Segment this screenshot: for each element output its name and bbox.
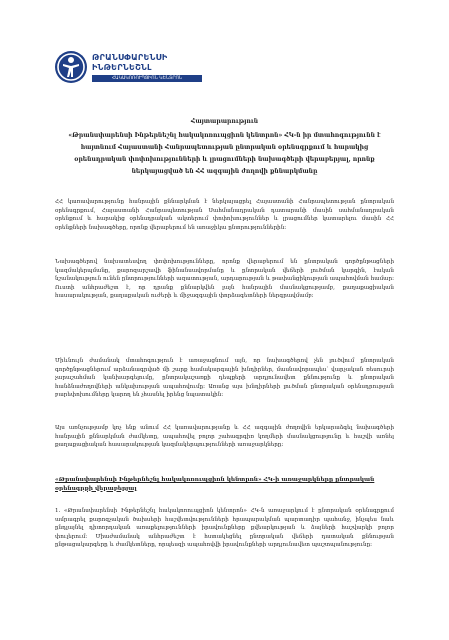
logo-strip: ՀԱԿԱԿՈՌՈՒՊՑԻՈՆ ԿԵՆՏՐՈՆ [92,75,202,82]
logo-line-2: ԻՆԹԵՐՆԵՇՆԼ [92,63,152,72]
document-subtitle: «Թրանսփարենսի Ինթերնեշնլ հակակոռուպցիոն կենտրոն» ՀԿ-ն իր մտահոգությունն է հայտնում Հայաստանի Հանրապետության ընտրական օրենսգրքում և հարակից օրենսդրական փոփոխությունների և լրացումների նախագծերի վերաբերյալ, որոնք ներկայացված են ՀՀ ազգային ժողովի քննարկմանը [68,132,381,175]
globe-person-icon [54,50,88,84]
paragraph-1: ՀՀ կառավարությունը հանրային քննարկման է ներկայացրել Հայաստանի Հանրապետության ընտրական օրենսգրքում, Հայաստանի Հանրապետության Սահմանադրական դատարանի մասին սահմանադրական օրենքում և հարակից օրենսդրական ակտերում փոփոխություններ և լրացումներ կատարելու մասին ՀՀ օրենքների նախագծերը, որոնք վերաբերում են առաջիկա ընտրություններին։ [55,199,394,231]
paragraph-4: Այս առնչությամբ կոչ ենք անում ՀՀ կառավարությանը և ՀՀ ազգային ժողովին երկարաձգել նախագծերի հանրային քննարկման ժամկետը, ապահովել բոլոր շահագրգիռ կողմերի մասնակցությունը և հաշվի առնել քաղաքացիական հասարակության կազմակերպությունների առաջարկները։ [55,425,394,449]
logo-wordmark [92,53,200,73]
logo-line-1: ԹՐԱՆՍՓԱՐԵՆՍԻ [92,53,168,62]
paragraph-2: Նախագծերով նախատեսվող փոփոխությունները, որոնք վերաբերում են ընտրական գործընթացների կազմակերպմանը, քարոզարշավի ֆինանսավորմանը և ընտրական վեճերի լուծման կարգին, էական նշանակություն ունեն ընտրությունների ազատության, արդարության և թափանցիկության ապահովման համար։ Ուստի անհրաժեշտ է, որ դրանք քննարկվեն լայն հանրային մասնակցությամբ, քաղաքացիական հասարակության, քաղաքական ուժերի և միջազգային փորձագետների ներգրավմամբ։ [55,259,394,300]
paragraph-5: 1. «Թրանսփարենսի Ինթերնեշնլ հակակոռուպցիոն կենտրոն» ՀԿ-ն առաջարկում է ընտրական օրենսգրքում ամրագրել քարոզչական ծախսերի հաշվետվությունների հրապարակման պարտադիր պահանջ, ինչպես նաև ընդլայնել դիտորդական առաքելությունների իրավունքները քվեարկության և ձայների հաշվարկի բոլոր փուլերում։ Միաժամանակ անհրաժեշտ է հստակեցնել ընտրական վեճերի դատական քննության ընթացակարգերը և ժամկետները, որպեսզի ապահովվի իրավունքների արդյունավետ պաշտպանությունը։ [55,508,394,549]
paragraph-3: Միևնույն ժամանակ մտահոգություն է առաջացնում այն, որ նախագծերով չեն լուծվում ընտրական գործընթացներում արձանագրված մի շարք համակարգային խնդիրներ, մասնավորապես՝ վարչական ռեսուրսի չարաշահման կանխարգելումը, ընտրակաշառքի դեպքերի արդյունավետ քննությունը և ընտրական հանձնաժողովների անկախության ապահովումը։ Առանց այս խնդիրների լուծման ընտրական օրենսդրության բարեփոխումները կարող են չհասնել իրենց նպատակին։ [55,358,394,399]
document-title: Հայտարարություն [190,118,259,125]
organization-logo [54,48,204,88]
section-heading: «Թրանսփարենսի Ինթերնեշնլ հակակոռուպցիոն կենտրոն» ՀԿ-ի առաջարկները ընտրական օրենսգրքի վերաբերյալ [55,477,375,492]
